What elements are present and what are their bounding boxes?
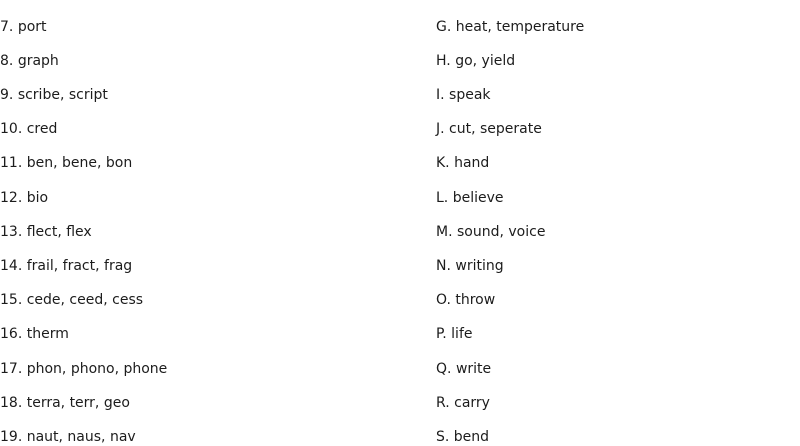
item-text: go, yield (455, 53, 516, 69)
item-text: throw (455, 292, 496, 308)
item-letter: H. (436, 53, 451, 69)
item-letter: O. (436, 292, 451, 308)
list-item (0, 325, 69, 343)
list-item (436, 52, 515, 70)
list-item (436, 325, 473, 343)
item-text: ben, bene, bon (26, 155, 133, 171)
item-letter: N. (436, 258, 451, 274)
item-number: 19. (0, 429, 23, 445)
item-letter: I. (436, 87, 445, 103)
list-item (436, 428, 489, 446)
item-text: therm (26, 326, 69, 342)
item-number: 15. (0, 292, 23, 308)
item-number: 14. (0, 258, 23, 274)
item-text: frail, fract, frag (26, 258, 133, 274)
list-item (0, 360, 167, 378)
list-item (0, 86, 108, 104)
item-letter: K. (436, 155, 450, 171)
item-letter: S. (436, 429, 450, 445)
list-item (0, 428, 136, 446)
item-number: 10. (0, 121, 23, 137)
item-number: 8. (0, 53, 14, 69)
item-text: bend (453, 429, 490, 445)
list-item (436, 394, 490, 412)
list-item (0, 291, 143, 309)
item-text: hand (454, 155, 490, 171)
item-letter: R. (436, 395, 450, 411)
item-text: sound, voice (456, 224, 546, 240)
list-item (436, 291, 495, 309)
list-item (436, 223, 545, 241)
item-number: 13. (0, 224, 23, 240)
item-text: believe (452, 190, 504, 206)
item-text: writing (455, 258, 504, 274)
item-number: 9. (0, 87, 14, 103)
item-text: scribe, script (17, 87, 108, 103)
list-item (0, 154, 132, 172)
item-text: graph (17, 53, 59, 69)
item-text: write (455, 361, 492, 377)
item-text: bio (26, 190, 49, 206)
item-text: terra, terr, geo (26, 395, 130, 411)
item-letter: P. (436, 326, 447, 342)
item-text: flect, flex (26, 224, 92, 240)
item-number: 18. (0, 395, 23, 411)
list-item (436, 189, 504, 207)
item-number: 17. (0, 361, 23, 377)
item-text: port (17, 19, 47, 35)
list-item (436, 120, 542, 138)
list-item (0, 257, 132, 275)
list-item (436, 360, 491, 378)
item-letter: Q. (436, 361, 452, 377)
item-text: cred (26, 121, 58, 137)
item-text: speak (449, 87, 491, 103)
item-number: 12. (0, 190, 23, 206)
item-letter: J. (436, 121, 445, 137)
list-item (0, 394, 130, 412)
list-item (436, 18, 584, 36)
item-letter: M. (436, 224, 453, 240)
list-item (436, 257, 504, 275)
list-item (0, 120, 57, 138)
list-item (436, 154, 489, 172)
item-text: naut, naus, nav (26, 429, 136, 445)
list-item (0, 189, 48, 207)
item-text: heat, temperature (455, 19, 585, 35)
list-item (0, 52, 59, 70)
list-item (0, 18, 47, 36)
item-letter: L. (436, 190, 449, 206)
item-text: life (451, 326, 473, 342)
item-number: 7. (0, 19, 14, 35)
item-number: 11. (0, 155, 23, 171)
item-text: phon, phono, phone (26, 361, 168, 377)
item-number: 16. (0, 326, 23, 342)
list-item (436, 86, 491, 104)
item-text: carry (454, 395, 490, 411)
list-item (0, 223, 92, 241)
item-letter: G. (436, 19, 452, 35)
item-text: cut, seperate (449, 121, 542, 137)
item-text: cede, ceed, cess (26, 292, 144, 308)
